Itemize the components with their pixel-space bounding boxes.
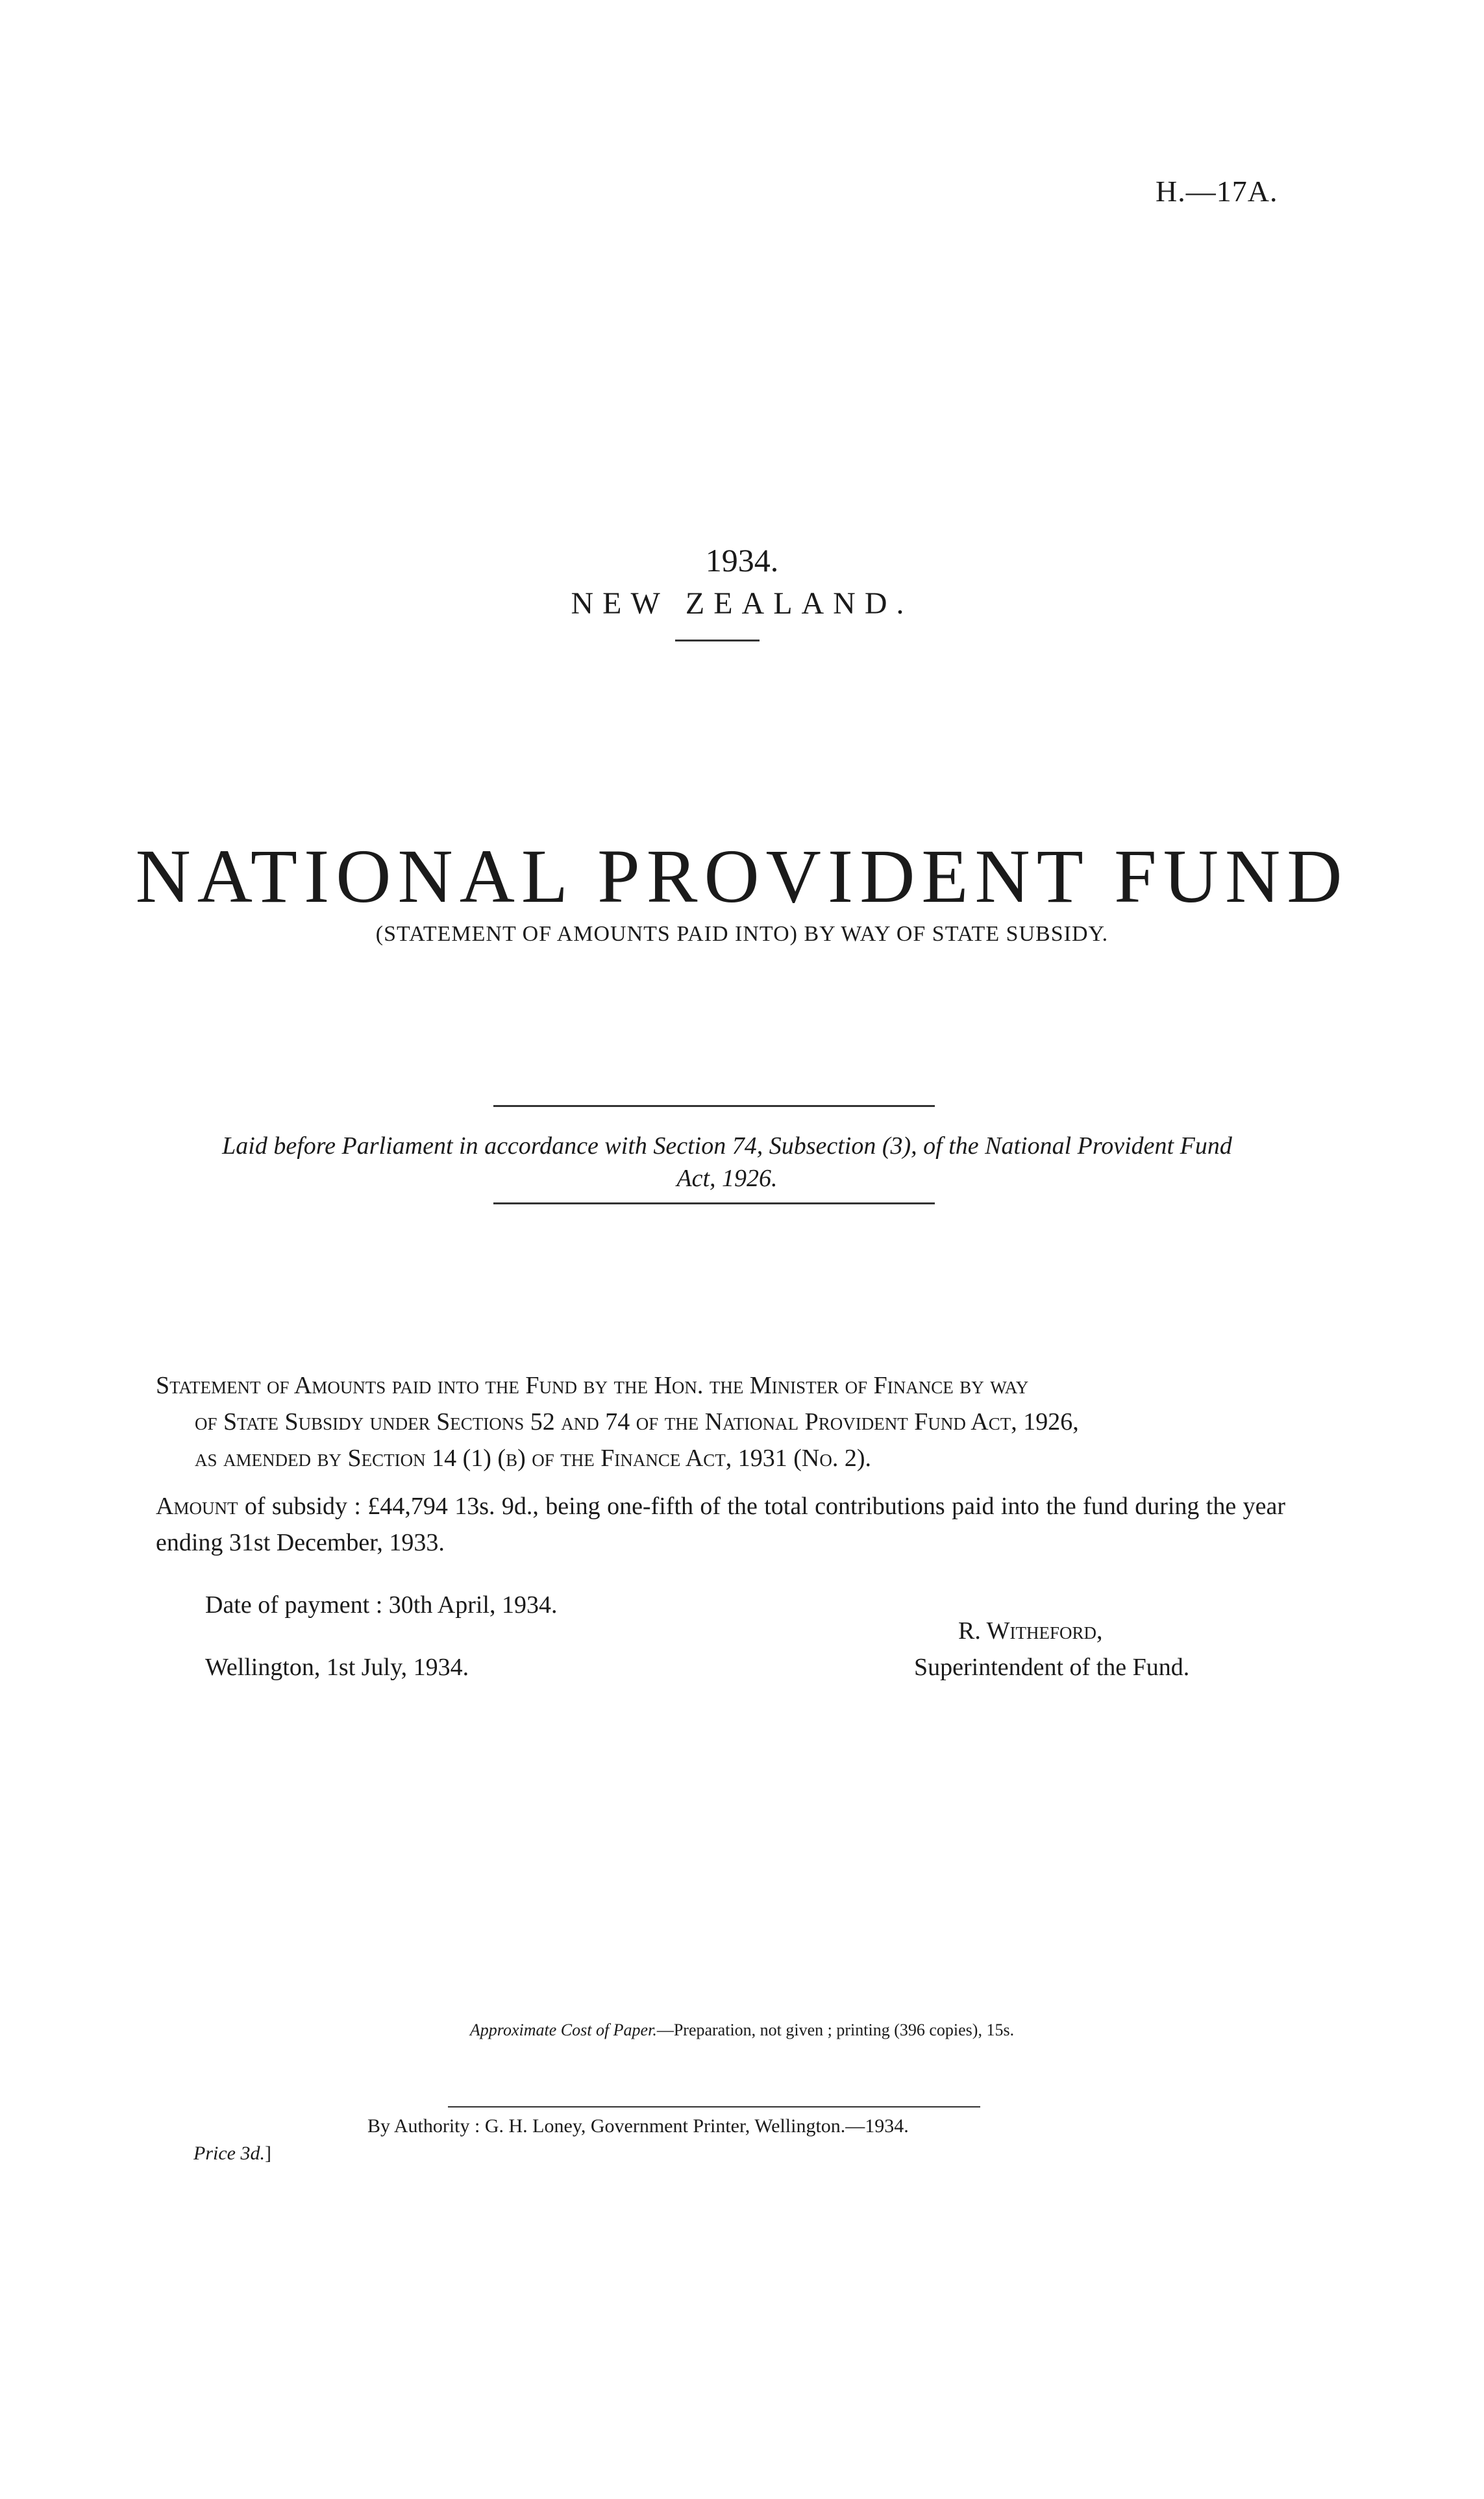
statement-line-1: Statement of Amounts paid into the Fund by the Hon. the Minister of Finance by way: [156, 1372, 1029, 1399]
subsidy-amount-paragraph: [156, 1488, 1285, 1561]
cost-label: Approximate Cost of Paper.: [469, 2020, 657, 2039]
masthead-divider: [675, 640, 760, 641]
laid-before-line-2: Act, 1926.: [676, 1165, 778, 1192]
country: NEW ZEALAND.: [571, 586, 913, 621]
authority-rule: [448, 2106, 980, 2107]
laid-top-rule: [493, 1105, 935, 1107]
printer-authority: By Authority : G. H. Loney, Government Printer, Wellington.—1934.: [367, 2115, 909, 2137]
amount-text: of subsidy : £44,794 13s. 9d., being one-fifth of the total contributions paid into the fund during the year ending 31st December, 1933.: [156, 1493, 1285, 1556]
laid-before-notice: [156, 1130, 1298, 1195]
place-and-date: Wellington, 1st July, 1934.: [205, 1654, 469, 1681]
signatory-name: R. Witheford,: [958, 1617, 1103, 1645]
payment-date: Date of payment : 30th April, 1934.: [205, 1591, 558, 1619]
price-label: Price 3d.: [193, 2143, 265, 2164]
statement-heading: [156, 1367, 1285, 1476]
document-title: NATIONAL PROVIDENT FUND: [135, 834, 1349, 919]
price: [193, 2143, 271, 2165]
statement-line-2: of State Subsidy under Sections 52 and 74 of the National Provident Fund Act, 1926,: [195, 1408, 1079, 1436]
laid-before-line-1: Laid before Parliament in accordance with Section 74, Subsection (3), of the National Provident Fund: [222, 1132, 1232, 1160]
statement-line-3: as amended by Section 14 (1) (b) of the Finance Act, 1931 (No. 2).: [195, 1445, 871, 1472]
year: 1934.: [705, 542, 779, 578]
amount-label: Amount: [156, 1493, 238, 1520]
laid-bottom-rule: [493, 1202, 935, 1204]
signatory-title: Superintendent of the Fund.: [914, 1654, 1190, 1681]
document-reference: H.—17A.: [1156, 175, 1278, 208]
document-subtitle: (STATEMENT OF AMOUNTS PAID INTO) BY WAY OF STATE SUBSIDY.: [375, 922, 1109, 946]
price-bracket: ]: [264, 2143, 271, 2164]
cost-text: —Preparation, not given ; printing (396 copies), 15s.: [656, 2020, 1015, 2039]
cost-of-paper: [0, 2020, 1484, 2040]
